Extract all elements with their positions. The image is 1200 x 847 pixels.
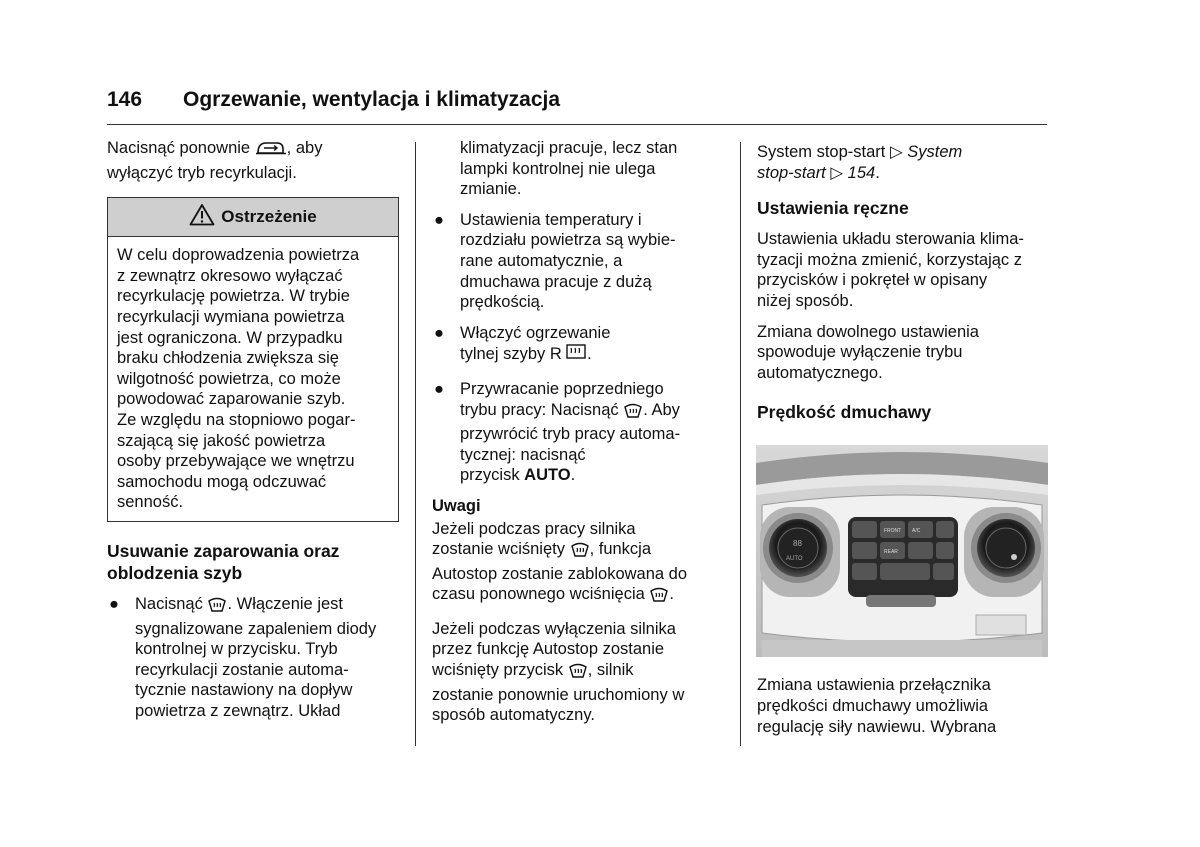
page-header [107, 88, 1047, 125]
defog-bullet-list-continued [432, 210, 722, 486]
rear-window-defrost-icon [565, 343, 587, 369]
column-1 [107, 138, 403, 731]
list-item: ● Ustawienia temperatury i rozdziału powietrza są wybie- rane automatycznie, a dmuchawa pracuje z dużą prędkością. [434, 210, 676, 312]
recirculation-icon [255, 139, 287, 163]
panel-label-front: FRONT [884, 528, 902, 535]
cross-reference: System stop-start ▷ System stop-start ▷ 154. [757, 143, 963, 182]
page-number: 146 [107, 88, 143, 111]
page-title: Ogrzewanie, wentylacja i klimatyzacja [183, 88, 561, 111]
panel-label-temp-display: 88 [793, 539, 802, 549]
windshield-defrost-icon [649, 585, 669, 609]
windshield-defrost-icon [570, 540, 590, 564]
list-item: ● Nacisnąć . Włączenie jest sygnalizowane zapaleniem diody kontrolnej w przycisku. Tryb recyrkulacji zostanie automa- tycznie nastawiony na dopływ powietrza z zewnątrz. Układ [109, 594, 377, 720]
column-divider [415, 142, 416, 746]
windshield-defrost-icon [623, 401, 643, 425]
note-paragraph-1: Jeżeli podczas pracy silnika zostanie wciśnięty , funkcja Autostop zostanie zablokowana do czasu ponownego wciśnięcia . [432, 519, 722, 609]
column-divider [740, 142, 741, 746]
notes-heading: Uwagi [432, 496, 481, 515]
defog-bullet-list [107, 594, 403, 722]
section-heading-defog: Usuwanie zaparowania oraz oblodzenia szyb [107, 540, 340, 583]
panel-label-auto: AUTO [786, 556, 803, 563]
column-2 [432, 138, 722, 736]
list-item: ● Włączyć ogrzewanie tylnej szyby R . [432, 323, 722, 369]
panel-label-ac: A/C [912, 528, 921, 535]
warning-triangle-icon [189, 203, 215, 232]
continued-text: klimatyzacji pracuje, lecz stan lampki kontrolnej nie ulega zmianie. [460, 139, 678, 199]
recirculation-paragraph: Nacisnąć ponownie , aby wyłączyć tryb recyrkulacji. [107, 139, 323, 182]
panel-label-rear: REAR [884, 549, 898, 556]
manual-paragraph-2: Zmiana dowolnego ustawienia spowoduje wyłączenie trybu automatycznego. [757, 322, 979, 382]
column-3 [757, 138, 1049, 747]
section-heading-fan-speed: Prędkość dmuchawy [757, 402, 932, 423]
warning-box [107, 197, 399, 522]
section-heading-manual: Ustawienia ręczne [757, 198, 909, 219]
list-item: ● Przywracanie poprzedniego trybu pracy: Nacisnąć . Aby przywrócić tryb pracy automa- tycznej: nacisnąć przycisk AUTO. [434, 379, 681, 485]
reference-arrow-icon: ▷ [889, 143, 903, 161]
fan-speed-paragraph: Zmiana ustawienia przełącznika prędkości dmuchawy umożliwia regulację siły nawiewu. Wybrana [757, 676, 997, 736]
note-paragraph-2: Jeżeli podczas wyłączenia silnika przez funkcję Autostop zostanie wciśnięty przycisk , silnik zostanie ponownie uruchomiony w sposób automatyczny. [432, 619, 685, 725]
windshield-defrost-icon [568, 661, 588, 685]
climate-control-panel-photo [756, 445, 1048, 657]
warning-body: W celu doprowadzenia powietrza z zewnątrz okresowo wyłączać recyrkulację powietrza. W trybie recyrkulacji wymiana powietrza jest ograniczona. W przypadku braku chłodzenia zwiększa się wilgotność powietrza, co może powodować zaparowanie szyb. Ze względu na stopniowo pogar- szającą się jakość powietrza osoby przebywające we wnętrzu samochodu mogą odczuwać senność. [117, 246, 360, 512]
windshield-defrost-icon [207, 595, 227, 619]
warning-title: Ostrzeżenie [221, 206, 317, 226]
warning-header [108, 198, 398, 237]
manual-paragraph-1: Ustawienia układu sterowania klima- tyzacji można zmienić, korzystając z przycisków i pokręteł w opisany niżej sposób. [757, 230, 1024, 310]
reference-arrow-icon: ▷ [830, 163, 844, 182]
